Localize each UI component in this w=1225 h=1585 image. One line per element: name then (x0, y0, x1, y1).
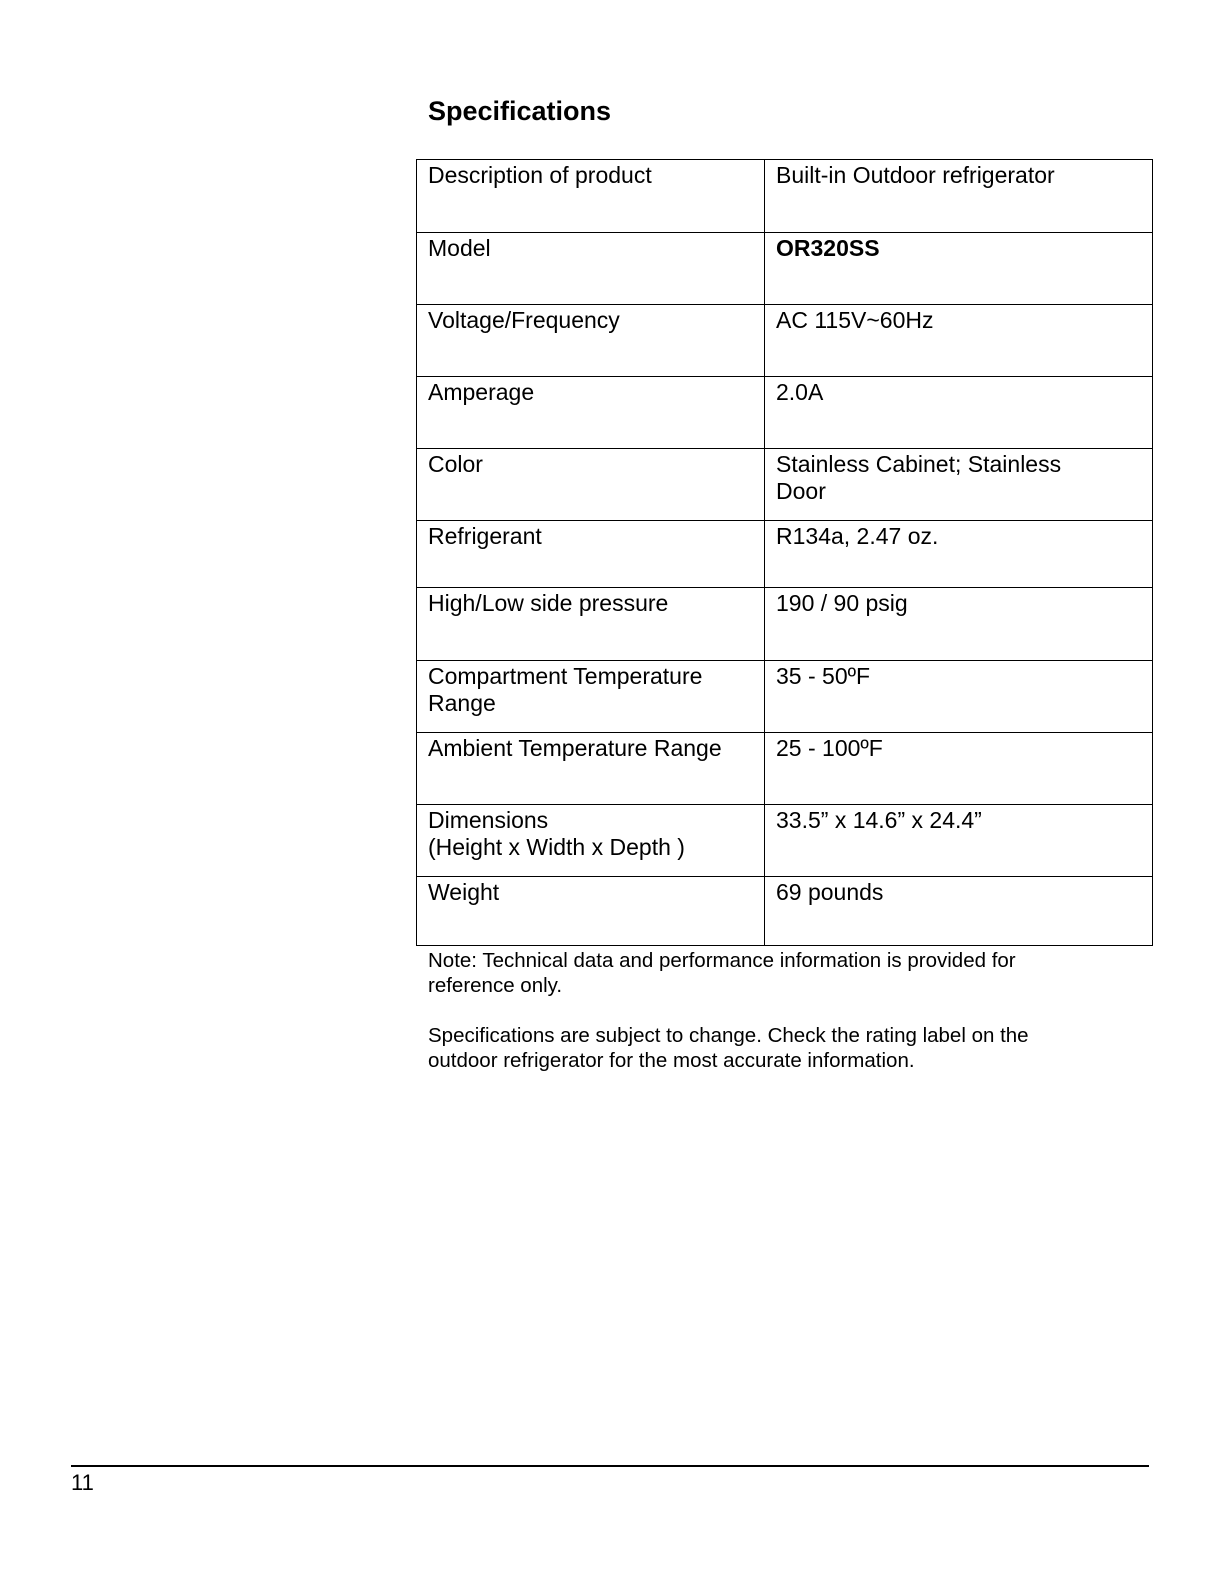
spec-value: 25 - 100ºF (765, 733, 1153, 805)
spec-value: Built-in Outdoor refrigerator (765, 160, 1153, 233)
spec-label: High/Low side pressure (417, 588, 765, 661)
spec-label: Model (417, 233, 765, 305)
specifications-table-body (417, 160, 1153, 946)
spec-label: Ambient Temperature Range (417, 733, 765, 805)
table-row (417, 521, 1153, 588)
spec-label: Refrigerant (417, 521, 765, 588)
spec-value: R134a, 2.47 oz. (765, 521, 1153, 588)
table-row (417, 233, 1153, 305)
spec-label: Color (417, 449, 765, 521)
change-disclaimer: Specifications are subject to change. Check the rating label on the outdoor refrigerator for the most accurate information. (428, 1024, 1029, 1072)
spec-value: 190 / 90 psig (765, 588, 1153, 661)
spec-label: Dimensions (Height x Width x Depth ) (417, 805, 765, 877)
table-row (417, 588, 1153, 661)
spec-label: Description of product (417, 160, 765, 233)
table-row (417, 877, 1153, 946)
table-row (417, 733, 1153, 805)
table-row (417, 661, 1153, 733)
table-row (417, 305, 1153, 377)
spec-value: AC 115V~60Hz (765, 305, 1153, 377)
table-row (417, 449, 1153, 521)
reference-note: Note: Technical data and performance information is provided for reference only. (428, 949, 1016, 997)
spec-value: OR320SS (765, 233, 1153, 305)
spec-value: 2.0A (765, 377, 1153, 449)
spec-label: Compartment Temperature Range (417, 661, 765, 733)
page-title: Specifications (428, 96, 612, 126)
spec-label: Weight (417, 877, 765, 946)
table-row (417, 160, 1153, 233)
spec-value: 69 pounds (765, 877, 1153, 946)
spec-label: Amperage (417, 377, 765, 449)
spec-label: Voltage/Frequency (417, 305, 765, 377)
specifications-table (416, 159, 1153, 946)
notes-section (428, 948, 1128, 1073)
spec-value: 35 - 50ºF (765, 661, 1153, 733)
spec-value: Stainless Cabinet; Stainless Door (765, 449, 1153, 521)
page-number: 11 (71, 1470, 94, 1495)
footer-divider (71, 1465, 1149, 1467)
table-row (417, 377, 1153, 449)
spec-value: 33.5” x 14.6” x 24.4” (765, 805, 1153, 877)
table-row (417, 805, 1153, 877)
